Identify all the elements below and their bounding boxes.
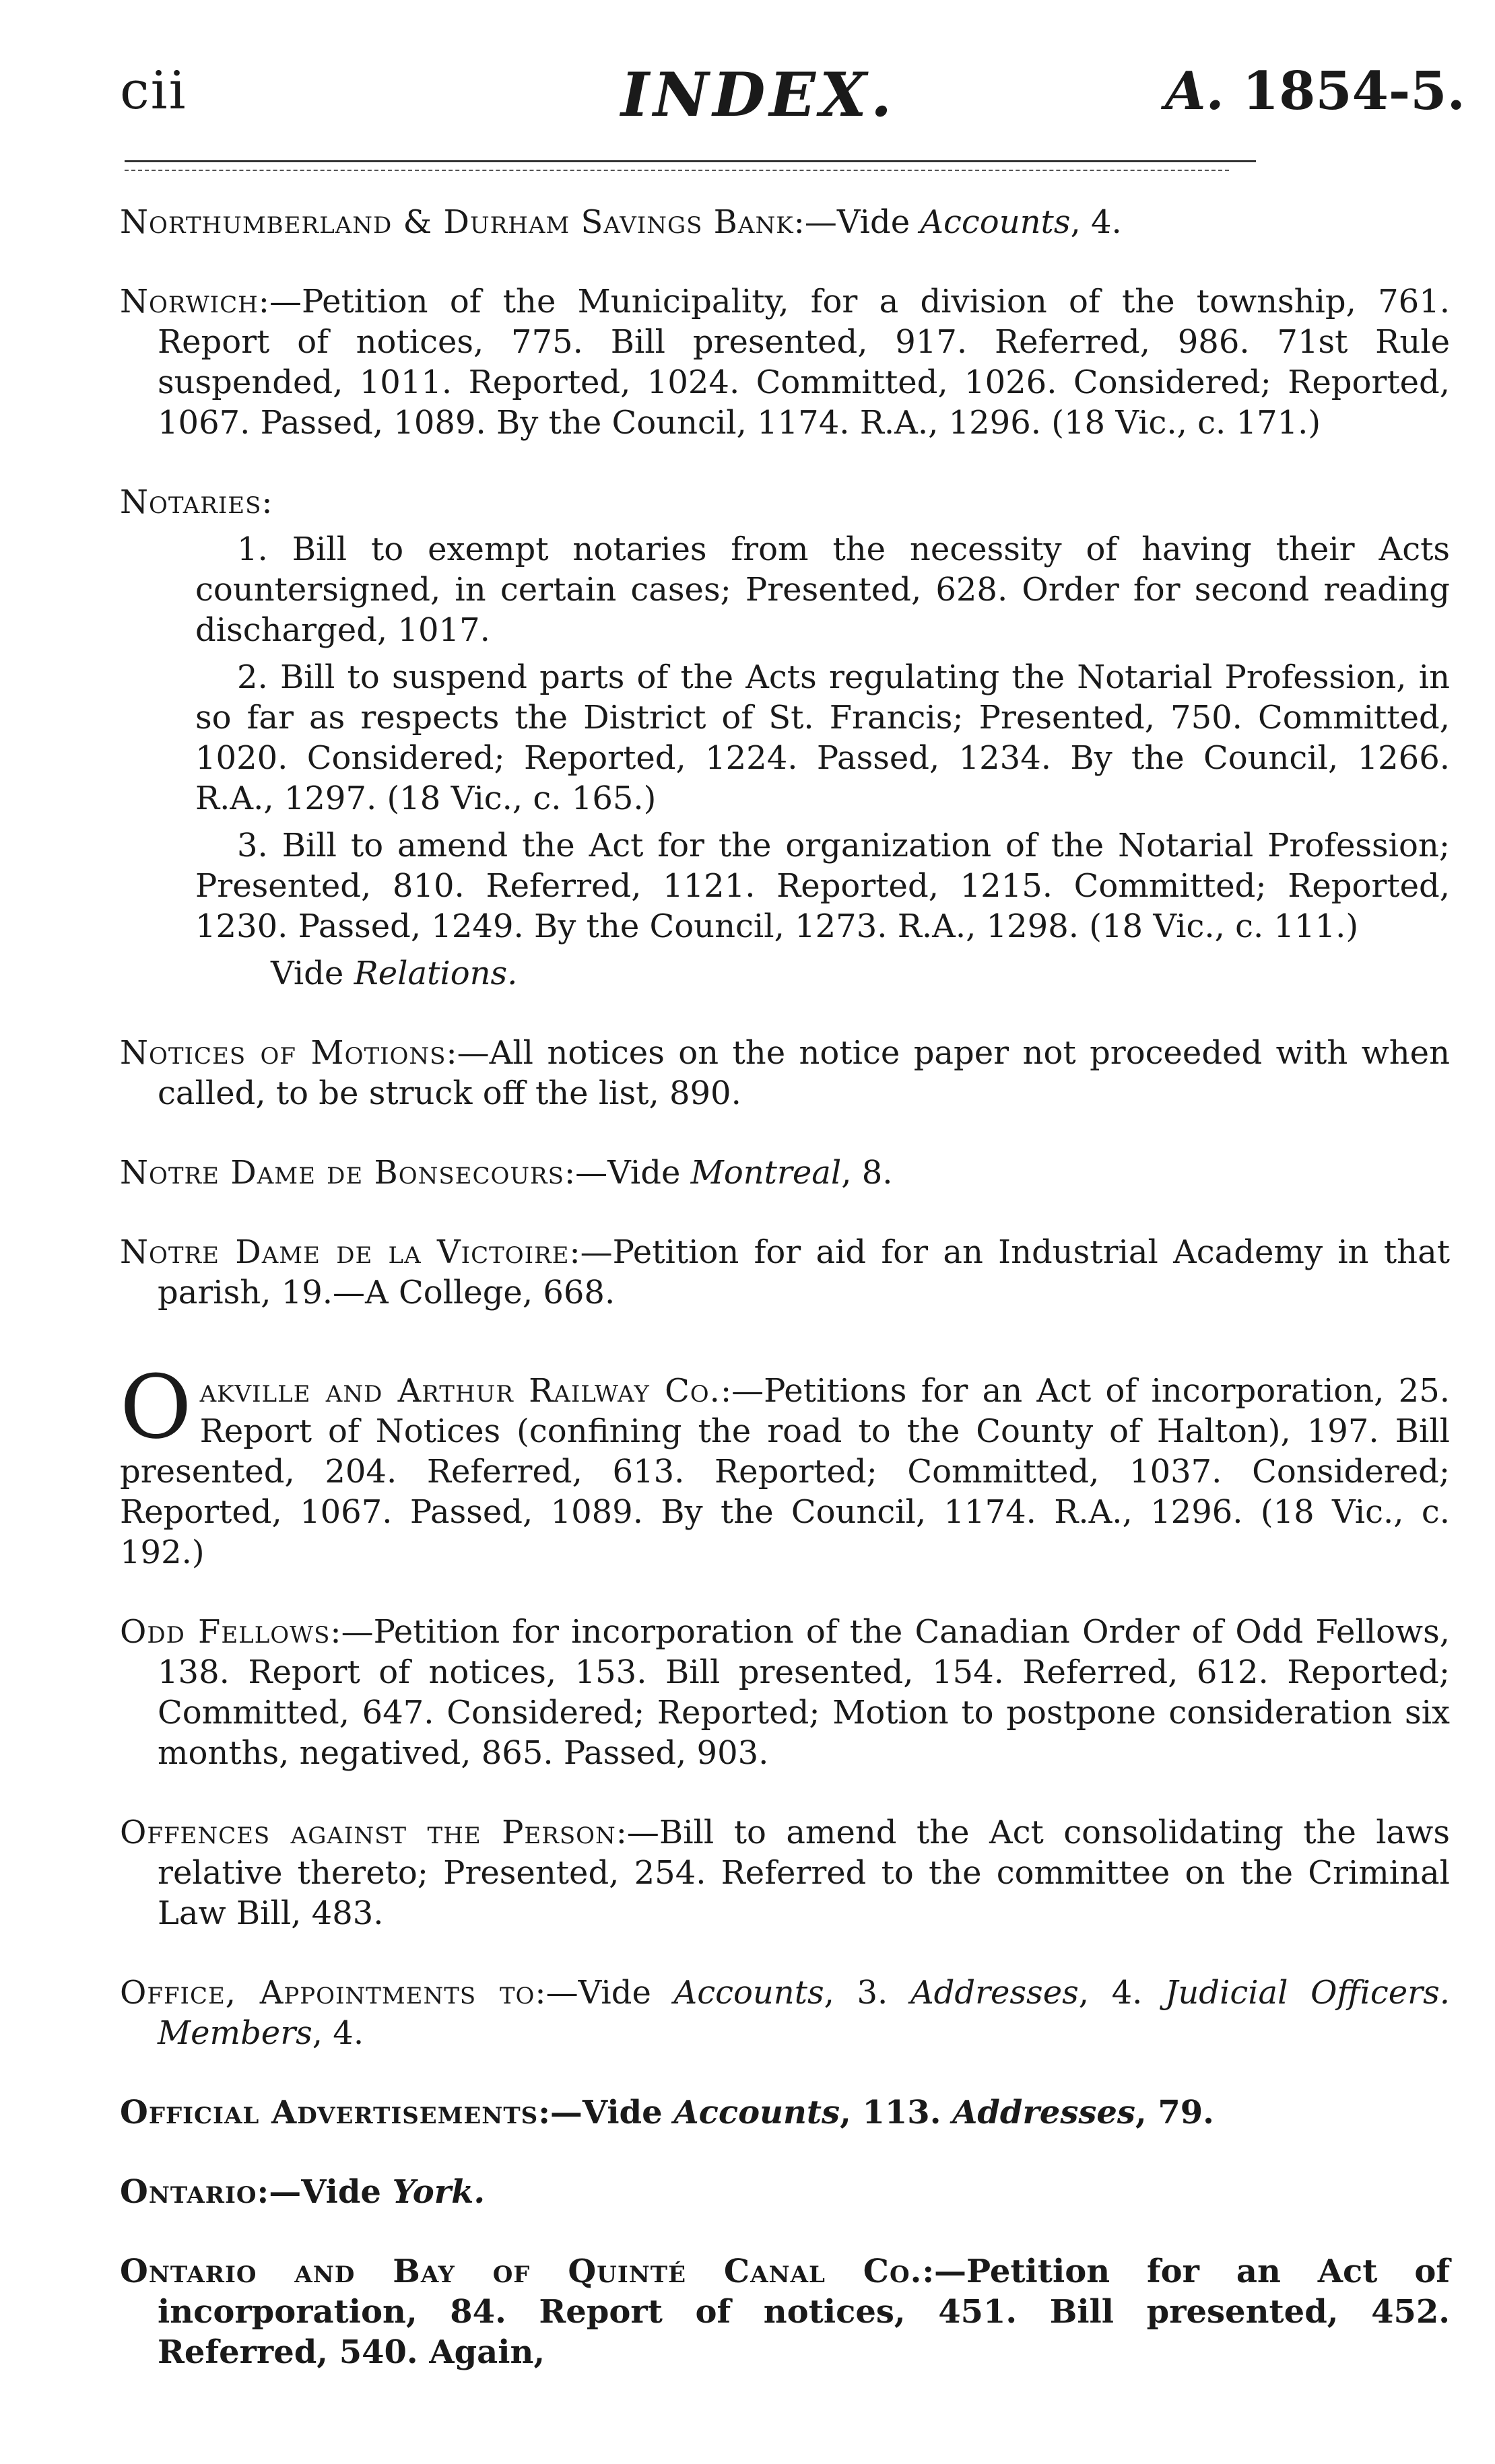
entry-heading: Odd Fellows xyxy=(120,1613,331,1651)
entry-text: :—Vide xyxy=(538,2094,674,2131)
index-entry-notices-of-motions xyxy=(120,1033,1450,1114)
entry-text: :—Petition for aid for an Industrial Academy in that parish, 19.—A College, 668. xyxy=(158,1233,1450,1311)
entry-separator: , 4. xyxy=(1078,1974,1166,2012)
entry-heading: Official Advertisements xyxy=(120,2094,539,2131)
notaries-vide xyxy=(158,953,1450,994)
entry-heading: Offences against the Person xyxy=(120,1814,616,1851)
page-header xyxy=(0,0,1495,135)
index-entry-norwich xyxy=(120,281,1450,443)
entry-reference: Accounts xyxy=(673,2094,840,2131)
entry-text: :—Vide xyxy=(564,1154,691,1192)
entry-heading: Office, Appointments to xyxy=(120,1974,535,2012)
header-rule-dashed xyxy=(125,170,1229,171)
entry-reference: York. xyxy=(392,2173,486,2211)
entry-reference: Members xyxy=(158,2014,312,2052)
entry-tail: , 8. xyxy=(841,1154,893,1192)
entry-text: :—Vide xyxy=(535,1974,674,2012)
header-rule xyxy=(125,160,1256,162)
page-number: cii xyxy=(120,61,187,121)
entry-reference: Accounts xyxy=(920,203,1071,241)
index-entry-ontario xyxy=(120,2172,1450,2212)
index-entry-oakville xyxy=(120,1356,1450,1573)
entry-text: :—Bill to amend the Act consolidating the laws relative thereto; Presented, 254. Referred to the committee on the Criminal Law Bill, 483. xyxy=(158,1814,1450,1932)
notaries-item-3: 3. Bill to amend the Act for the organization of the Notarial Profession; Presented, 810. Referred, 1121. Reported, 1215. Committed; Reported, 1230. Passed, 1249. By the Council, 1273. R.A., 1298. (18 Vic., c. 111.) xyxy=(195,827,1450,945)
entry-text: :—Petition for an Act of incorporation, 84. Report of notices, 451. Bill presented, 452. Referred, 540. Again, xyxy=(158,2253,1450,2371)
entry-text: :—Vide xyxy=(257,2173,393,2211)
notaries-item-2: 2. Bill to suspend parts of the Acts regulating the Notarial Profession, in so far as respects the District of St. Francis; Presented, 750. Committed, 1020. Considered; Reported, 1224. Passed, 1234. By the Council, 1266. R.A., 1297. (18 Vic., c. 165.) xyxy=(195,658,1450,817)
year-prefix: A. xyxy=(1165,61,1224,122)
entry-tail: , 4. xyxy=(312,2014,364,2052)
entry-reference: Addresses xyxy=(910,1974,1079,2012)
entry-separator: , 3. xyxy=(824,1974,910,2012)
year-value: 1854-5. xyxy=(1242,61,1465,122)
page-title: INDEX. xyxy=(621,59,896,131)
entry-text: :—Petition for incorporation of the Canadian Order of Odd Fellows, 138. Report of notices, 153. Bill presented, 154. Referred, 612. Reported; Committed, 647. Considered; Reported; Motion to postpone consideration six months, negatived, 865. Passed, 903. xyxy=(158,1613,1450,1772)
entry-tail: , 4. xyxy=(1070,203,1122,241)
index-entry-victoire xyxy=(120,1232,1450,1313)
index-entry-notaries xyxy=(120,482,1450,994)
entry-heading: Notices of Motions xyxy=(120,1034,446,1072)
entry-text: :—Petitions for an Act of incorporation, 25. Report of Notices (confining the road to the County of Halton), 197. Bill presented, 204. Referred, 613. Reported; Committed, 1037. Considered; Reported, 1067. Passed, 1089. By the Council, 1174. R.A., 1296. (18 Vic., c. 192.) xyxy=(120,1372,1450,1571)
index-entry-bonsecours xyxy=(120,1153,1450,1193)
entry-heading: Ontario xyxy=(120,2173,257,2211)
entry-reference: Accounts xyxy=(673,1974,824,2012)
notaries-item-1: 1. Bill to exempt notaries from the necessity of having their Acts countersigned, in certain cases; Presented, 628. Order for second reading discharged, 1017. xyxy=(195,531,1450,649)
index-entry-northumberland xyxy=(120,202,1450,242)
entry-heading: akville and Arthur Railway Co. xyxy=(199,1372,721,1410)
index-entry-ontario-bay-quinte xyxy=(120,2251,1450,2372)
session-year xyxy=(1165,61,1465,122)
vide-text: Vide xyxy=(271,955,354,992)
entry-text: :—Petition of the Municipality, for a division of the township, 761. Report of notices, 775. Bill presented, 917. Referred, 986. 71st Rule suspended, 1011. Reported, 1024. Committed, 1026. Considered; Reported, 1067. Passed, 1089. By the Council, 1174. R.A., 1296. (18 Vic., c. 171.) xyxy=(158,283,1450,442)
index-entry-offences xyxy=(120,1812,1450,1933)
entry-text: :—All notices on the notice paper not proceeded with when called, to be struck off the list, 890. xyxy=(158,1034,1451,1112)
entry-heading: Northumberland & Durham Savings Bank xyxy=(120,203,794,241)
index-entry-odd-fellows xyxy=(120,1612,1450,1773)
index-entry-official-advertisements xyxy=(120,2092,1450,2133)
entry-heading: Ontario and Bay of Quinté Canal Co. xyxy=(120,2253,923,2290)
drop-cap: O xyxy=(120,1356,192,1458)
entry-colon: : xyxy=(261,483,273,521)
entry-reference: Montreal xyxy=(690,1154,842,1192)
index-entry-office xyxy=(120,1973,1450,2053)
entry-reference: Judicial Officers. xyxy=(1165,1974,1450,2012)
index-entries xyxy=(120,202,1450,2411)
entry-reference: Relations. xyxy=(354,955,518,992)
entry-heading: Norwich xyxy=(120,283,259,320)
entry-heading: Notre Dame de Bonsecours xyxy=(120,1154,564,1192)
entry-heading: Notaries xyxy=(120,483,262,521)
entry-text: :—Vide xyxy=(793,203,921,241)
entry-tail: , 79. xyxy=(1135,2094,1214,2131)
entry-separator: , 113. xyxy=(840,2094,953,2131)
entry-reference: Addresses xyxy=(952,2094,1135,2131)
entry-heading: Notre Dame de la Victoire xyxy=(120,1233,570,1271)
